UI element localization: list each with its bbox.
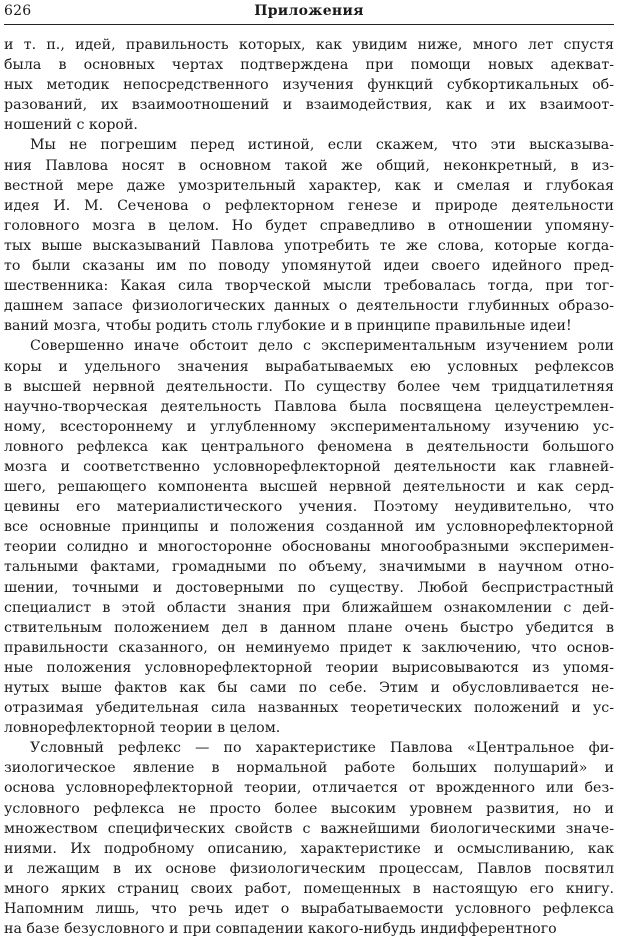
text-line: зиологическое явление в нормальной работе больших полушарий» и <box>4 760 614 777</box>
text-line: правильности сказанного, он неминуемо придет к заключению, что основ- <box>4 639 614 656</box>
text-line: ному, всестороннему и углубленному экспериментальному изучению ус- <box>4 418 614 435</box>
text-line: была в основных чертах подтверждена при помощи новых адекват- <box>4 57 614 74</box>
text-line: Совершенно иначе обстоит дело с экспериментальным изучением роли <box>30 338 614 355</box>
paragraph <box>4 135 614 336</box>
text-line: отразимая убедительная сила названных теоретических положений и ус- <box>4 700 614 717</box>
text-line: шего, решающего компонента высшей нервной деятельности и как серд- <box>4 479 614 496</box>
text-line: ловного рефлекса как центрального феномена в деятельности большого <box>4 438 614 455</box>
text-line: Условный рефлекс — по характеристике Павлова «Центральное фи- <box>30 740 614 757</box>
text-line: шении, точными и достоверными по существу. Любой беспристрастный <box>4 579 614 596</box>
text-line: ствительным положением дел в данном плане очень быстро убедится в <box>4 619 614 636</box>
paragraph <box>4 35 614 135</box>
paragraph <box>4 738 614 939</box>
text-line: специалист в этой области знания при ближайшем ознакомлении с дей- <box>4 599 614 616</box>
text-line: цевины его материалистического учения. Поэтому неудивительно, что <box>4 499 614 516</box>
text-line: вестной мере даже умозрительный характер, как и смелая и глубокая <box>4 177 614 194</box>
text-line: ловнорефлекторной теории в целом. <box>4 720 281 737</box>
text-line: множеством специфических свойств с важнейшими биологическими значе- <box>4 820 614 837</box>
text-line: дашнем запасе физиологических данных о деятельности глубинных образо- <box>4 298 614 315</box>
text-line: Мы не погрешим перед истиной, если скажем, что эти высказыва- <box>30 137 614 154</box>
text-line: ношений с корой. <box>4 117 138 134</box>
text-line: условного рефлекса не просто более высоким уровнем развития, но и <box>4 800 614 817</box>
text-line: и лежащим в их основе физиологическим процессам, Павлов посвятил <box>4 860 614 877</box>
text-line: и т. п., идей, правильность которых, как увидим ниже, много лет спустя <box>4 37 614 53</box>
text-line: коры и удельного значения вырабатываемых ею условных рефлексов <box>4 358 614 375</box>
text-line: теории солидно и многосторонне обоснованы многообразными эксперимен- <box>4 539 614 556</box>
text-line: идея И. М. Сеченова о рефлекторном генезе и природе деятельности <box>4 197 614 214</box>
text-line: ные положения условнорефлекторной теории вырисовываются из упомя- <box>4 659 614 676</box>
text-line: нутых выше фактов как бы сами по себе. Этим и обусловливается не- <box>4 680 614 696</box>
text-line: ваний мозга, чтобы родить столь глубокие и в принципе правильные идеи! <box>4 318 572 335</box>
text-line: головного мозга в целом. Но будет справедливо в отношении упомяну- <box>4 217 614 234</box>
page-header <box>4 2 614 25</box>
text-line: основа условнорефлекторной теории, отличается от врожденного или без- <box>4 780 614 797</box>
text-line: научно-творческая деятельность Павлова была посвящена целеустремлен- <box>4 398 614 415</box>
text-line: разований, их взаимоотношений и взаимодействия, как и их взаимоот- <box>4 97 614 114</box>
text-line: ния Павлова носят в основном такой же общий, неконкретный, в из- <box>4 157 614 174</box>
paragraph <box>4 336 614 738</box>
text-line: ниями. Их подробному описанию, характеристике и осмысливанию, как <box>4 840 614 857</box>
text-line: на базе безусловного и при совпадении какого-нибудь индифферентного <box>4 921 557 938</box>
text-line: все основные принципы и положения созданной им условнорефлекторной <box>4 519 614 536</box>
text-line: тальными фактами, громадными по объему, значимыми в научном отно- <box>4 559 614 576</box>
body-text <box>4 35 614 939</box>
text-line: тых выше высказываний Павлова употребить те же слова, которые когда- <box>4 237 614 254</box>
text-line: в высшей нервной деятельности. По существу более чем тридцатилетняя <box>4 378 614 395</box>
text-line: много ярких страниц своих работ, помещенных в настоящую его книгу. <box>4 880 614 897</box>
text-line: шественника: Какая сила творческой мысли требовалась тогда, при тог- <box>4 278 614 295</box>
text-line: Напомним лишь, что речь идет о вырабатываемости условного рефлекса <box>4 901 614 918</box>
text-line: то были сказаны им по поводу упомянутой идеи своего идейного пред- <box>4 258 614 275</box>
page-number: 626 <box>4 3 32 19</box>
text-line: мозга и соответственно условнорефлекторной деятельности как главней- <box>4 458 614 475</box>
running-title: Приложения <box>254 3 364 19</box>
text-line: ных методик непосредственного изучения функций субкортикальных об- <box>4 77 614 94</box>
